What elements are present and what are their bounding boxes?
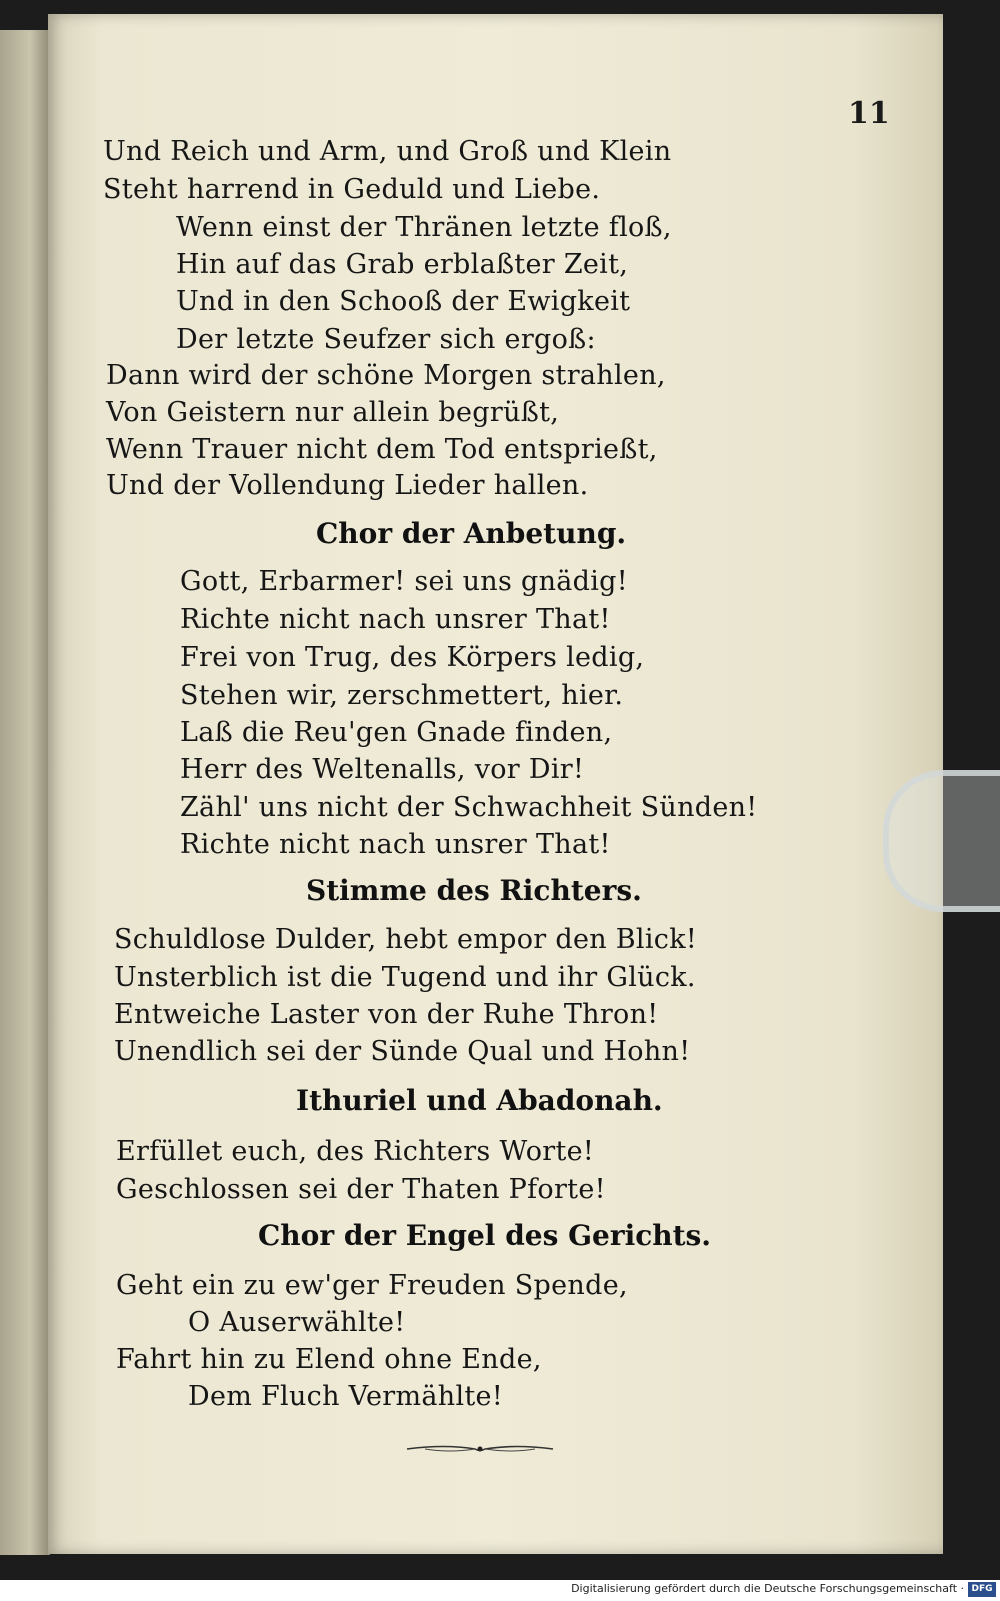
verse-line: Richte nicht nach unsrer That! bbox=[180, 829, 611, 860]
verse-line: Hin auf das Grab erblaßter Zeit, bbox=[176, 249, 629, 280]
section-heading: Stimme des Richters. bbox=[306, 874, 642, 907]
section-heading: Chor der Anbetung. bbox=[316, 517, 627, 550]
paper-clip bbox=[883, 770, 1000, 912]
verse-line: Und in den Schooß der Ewigkeit bbox=[176, 286, 631, 317]
verse-line: Fahrt hin zu Elend ohne Ende, bbox=[116, 1344, 542, 1375]
footer-credit: Digitalisierung gefördert durch die Deutsche Forschungsgemeinschaft · bbox=[571, 1582, 964, 1595]
verse-line: Geht ein zu ew'ger Freuden Spende, bbox=[116, 1270, 628, 1301]
page-number: 11 bbox=[848, 96, 890, 131]
verse-line: Frei von Trug, des Körpers ledig, bbox=[180, 642, 645, 673]
verse-line: Und der Vollendung Lieder hallen. bbox=[106, 470, 589, 501]
verse-line: Dem Fluch Vermählte! bbox=[188, 1381, 503, 1412]
section-heading: Chor der Engel des Gerichts. bbox=[258, 1219, 712, 1252]
footer-bar bbox=[0, 1580, 1000, 1601]
dfg-logo: DFG bbox=[968, 1582, 996, 1597]
verse-line: Unendlich sei der Sünde Qual und Hohn! bbox=[114, 1036, 691, 1067]
book-page bbox=[48, 14, 943, 1554]
end-ornament bbox=[405, 1442, 555, 1456]
verse-line: Stehen wir, zerschmettert, hier. bbox=[180, 680, 624, 711]
verse-line: Erfüllet euch, des Richters Worte! bbox=[116, 1136, 595, 1167]
verse-line: Der letzte Seufzer sich ergoß: bbox=[176, 324, 596, 355]
section-heading: Ithuriel und Abadonah. bbox=[296, 1084, 663, 1117]
verse-line: O Auserwählte! bbox=[188, 1307, 406, 1338]
verse-line: Dann wird der schöne Morgen strahlen, bbox=[106, 360, 666, 391]
verse-line: Laß die Reu'gen Gnade finden, bbox=[180, 717, 613, 748]
verse-line: Von Geistern nur allein begrüßt, bbox=[106, 397, 560, 428]
verse-line: Und Reich und Arm, und Groß und Klein bbox=[103, 136, 672, 167]
verse-line: Gott, Erbarmer! sei uns gnädig! bbox=[180, 566, 628, 597]
verse-line: Geschlossen sei der Thaten Pforte! bbox=[116, 1174, 606, 1205]
verse-line: Steht harrend in Geduld und Liebe. bbox=[103, 174, 601, 205]
verse-line: Wenn Trauer nicht dem Tod entsprießt, bbox=[106, 434, 658, 465]
verse-line: Richte nicht nach unsrer That! bbox=[180, 604, 611, 635]
left-page-edge bbox=[0, 30, 50, 1555]
verse-line: Herr des Weltenalls, vor Dir! bbox=[180, 754, 585, 785]
verse-line: Unsterblich ist die Tugend und ihr Glück. bbox=[114, 962, 696, 993]
verse-line: Zähl' uns nicht der Schwachheit Sünden! bbox=[180, 792, 758, 823]
verse-line: Schuldlose Dulder, hebt empor den Blick! bbox=[114, 924, 698, 955]
verse-line: Entweiche Laster von der Ruhe Thron! bbox=[114, 999, 659, 1030]
verse-line: Wenn einst der Thränen letzte floß, bbox=[176, 212, 672, 243]
